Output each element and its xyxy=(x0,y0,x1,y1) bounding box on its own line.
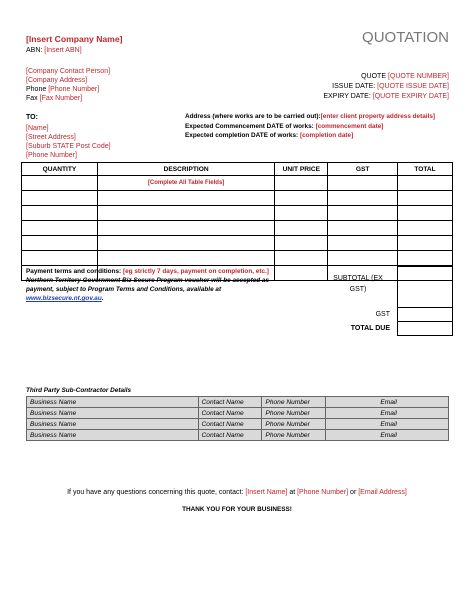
cell-description[interactable] xyxy=(97,221,275,236)
abn-value: [Insert ABN] xyxy=(44,47,82,54)
issue-date-line xyxy=(332,82,449,91)
issue-value: [QUOTE ISSUE DATE] xyxy=(377,83,449,90)
to-phone: [Phone Number] xyxy=(26,152,77,159)
works-address-value: [enter client property address details] xyxy=(320,113,436,120)
subcontractor-table xyxy=(26,396,449,441)
payment-link-line xyxy=(26,295,104,303)
company-phone xyxy=(26,85,99,94)
phone-label: Phone xyxy=(26,86,47,93)
to-label: TO: xyxy=(26,114,38,121)
cell-quantity[interactable] xyxy=(22,206,98,221)
sub-phone-number[interactable]: Phone Number xyxy=(262,419,326,430)
items-table xyxy=(21,162,453,281)
sub-contact-name[interactable]: Contact Name xyxy=(198,430,262,441)
cell-total[interactable] xyxy=(398,236,453,251)
table-row xyxy=(22,176,453,191)
cell-unit-price[interactable] xyxy=(275,221,328,236)
payment-link-suffix: . xyxy=(101,295,104,302)
cell-quantity[interactable] xyxy=(22,221,98,236)
company-contact-person: [Company Contact Person] xyxy=(26,68,111,75)
cell-gst[interactable] xyxy=(328,206,398,221)
header-unit-price: UNIT PRICE xyxy=(275,163,328,176)
footer-contact-phone: [Phone Number] xyxy=(297,489,349,496)
company-address: [Company Address] xyxy=(26,77,88,84)
sub-contact-name[interactable]: Contact Name xyxy=(198,397,262,408)
cell-total[interactable] xyxy=(398,191,453,206)
sub-business-name[interactable]: Business Name xyxy=(27,430,199,441)
table-row xyxy=(27,397,449,408)
to-suburb: [Suburb STATE Post Code] xyxy=(26,143,111,150)
total-due-label: TOTAL DUE xyxy=(350,325,390,332)
sub-business-name[interactable]: Business Name xyxy=(27,408,199,419)
cell-unit-price[interactable] xyxy=(275,251,328,266)
cell-gst[interactable] xyxy=(328,191,398,206)
subtotal-label xyxy=(325,274,391,294)
footer-thanks: THANK YOU FOR YOUR BUSINESS! xyxy=(182,506,292,513)
footer-question: If you have any questions concerning this quote, contact: xyxy=(67,489,244,496)
quote-label: QUOTE xyxy=(361,73,386,80)
doc-title: QUOTATION xyxy=(362,29,449,46)
commence-value: [commencement date] xyxy=(315,123,384,130)
to-name: [Name] xyxy=(26,125,49,132)
cell-description[interactable] xyxy=(97,236,275,251)
cell-quantity[interactable] xyxy=(22,251,98,266)
sub-email[interactable]: Email xyxy=(326,430,449,441)
cell-description[interactable] xyxy=(97,251,275,266)
sub-business-name[interactable]: Business Name xyxy=(27,419,199,430)
items-header-row xyxy=(22,163,453,176)
cell-description[interactable] xyxy=(97,191,275,206)
table-row xyxy=(27,419,449,430)
completion-value: [completion date] xyxy=(299,132,354,139)
sub-contact-name[interactable]: Contact Name xyxy=(198,408,262,419)
quote-value: [QUOTE NUMBER] xyxy=(387,73,449,80)
to-street: [Street Address] xyxy=(26,134,76,141)
sub-contact-name[interactable]: Contact Name xyxy=(198,419,262,430)
gst-value[interactable] xyxy=(398,308,453,322)
fax-value: [Fax Number] xyxy=(39,95,83,102)
cell-total[interactable] xyxy=(398,221,453,236)
cell-quantity[interactable] xyxy=(22,176,98,191)
header-description: DESCRIPTION xyxy=(97,163,275,176)
sub-email[interactable]: Email xyxy=(326,397,449,408)
issue-label: ISSUE DATE: xyxy=(332,83,376,90)
commence-label: Expected Commencement DATE of works: xyxy=(185,123,314,130)
table-row xyxy=(22,236,453,251)
cell-description[interactable] xyxy=(97,206,275,221)
sub-phone-number[interactable]: Phone Number xyxy=(262,397,326,408)
subtotal-label-line2: GST) xyxy=(349,286,367,293)
bizsecure-link[interactable]: www.bizsecure.nt.gov.au xyxy=(26,295,102,302)
table-row xyxy=(22,191,453,206)
payment-line-2: payment, subject to Program Terms and Conditions, available at xyxy=(26,286,222,293)
cell-unit-price[interactable] xyxy=(275,266,328,281)
completion-label: Expected completion DATE of works: xyxy=(185,132,299,139)
table-row xyxy=(27,408,449,419)
cell-unit-price[interactable] xyxy=(275,206,328,221)
cell-unit-price[interactable] xyxy=(275,176,328,191)
header-quantity: QUANTITY xyxy=(22,163,98,176)
cell-gst[interactable] xyxy=(328,221,398,236)
commence-line xyxy=(185,123,383,131)
cell-gst[interactable] xyxy=(328,251,398,266)
company-fax xyxy=(26,94,82,103)
cell-quantity[interactable] xyxy=(22,236,98,251)
table-row xyxy=(22,221,453,236)
header-total: TOTAL xyxy=(398,163,453,176)
payment-line-1: Northern Territory Government Biz Secure Program voucher will be accepted as xyxy=(26,277,270,284)
footer-at: at xyxy=(289,489,296,496)
table-row xyxy=(27,430,449,441)
sub-phone-number[interactable]: Phone Number xyxy=(262,408,326,419)
table-row xyxy=(22,206,453,221)
cell-quantity[interactable] xyxy=(22,191,98,206)
fax-label: Fax xyxy=(26,95,38,102)
subcontractor-title: Third Party Sub-Contractor Details xyxy=(26,387,132,394)
subtotal-label-line1: SUBTOTAL (EX xyxy=(333,275,383,282)
abn-line xyxy=(26,46,82,55)
total-due-value[interactable] xyxy=(398,322,453,336)
subtotal-value[interactable] xyxy=(398,267,453,308)
footer-contact-name: [Insert Name] xyxy=(245,489,288,496)
sub-phone-number[interactable]: Phone Number xyxy=(262,430,326,441)
completion-line xyxy=(185,132,353,140)
works-address-label: Address (where works are to be carried out): xyxy=(185,113,321,120)
cell-gst[interactable] xyxy=(328,176,398,191)
payment-terms-value: [eg strictly 7 days, payment on completion, etc.] xyxy=(122,268,269,275)
sub-email[interactable]: Email xyxy=(326,419,449,430)
cell-unit-price[interactable] xyxy=(275,191,328,206)
cell-total[interactable] xyxy=(398,206,453,221)
footer-or: or xyxy=(350,489,357,496)
payment-terms-label: Payment terms and conditions: xyxy=(26,268,122,275)
quote-number-line xyxy=(361,72,449,81)
expiry-label: EXPIRY DATE: xyxy=(323,93,371,100)
sub-email[interactable]: Email xyxy=(326,408,449,419)
sub-business-name[interactable]: Business Name xyxy=(27,397,199,408)
abn-label: ABN: xyxy=(26,47,43,54)
cell-unit-price[interactable] xyxy=(275,236,328,251)
cell-description[interactable]: [Complete All Table Fields] xyxy=(97,176,275,191)
cell-total[interactable] xyxy=(398,251,453,266)
phone-value: [Phone Number] xyxy=(48,86,100,93)
cell-gst[interactable] xyxy=(328,236,398,251)
works-address-line xyxy=(185,113,435,121)
expiry-date-line xyxy=(323,92,449,101)
expiry-value: [QUOTE EXPIRY DATE] xyxy=(372,93,449,100)
totals-table xyxy=(397,266,453,336)
payment-terms-line xyxy=(26,268,269,276)
footer-contact-email: [Email Address] xyxy=(358,489,407,496)
footer-contact-line xyxy=(0,488,474,497)
company-name: [Insert Company Name] xyxy=(26,34,123,44)
table-row xyxy=(22,251,453,266)
cell-total[interactable] xyxy=(398,176,453,191)
header-gst: GST xyxy=(328,163,398,176)
gst-label: GST xyxy=(375,311,390,318)
